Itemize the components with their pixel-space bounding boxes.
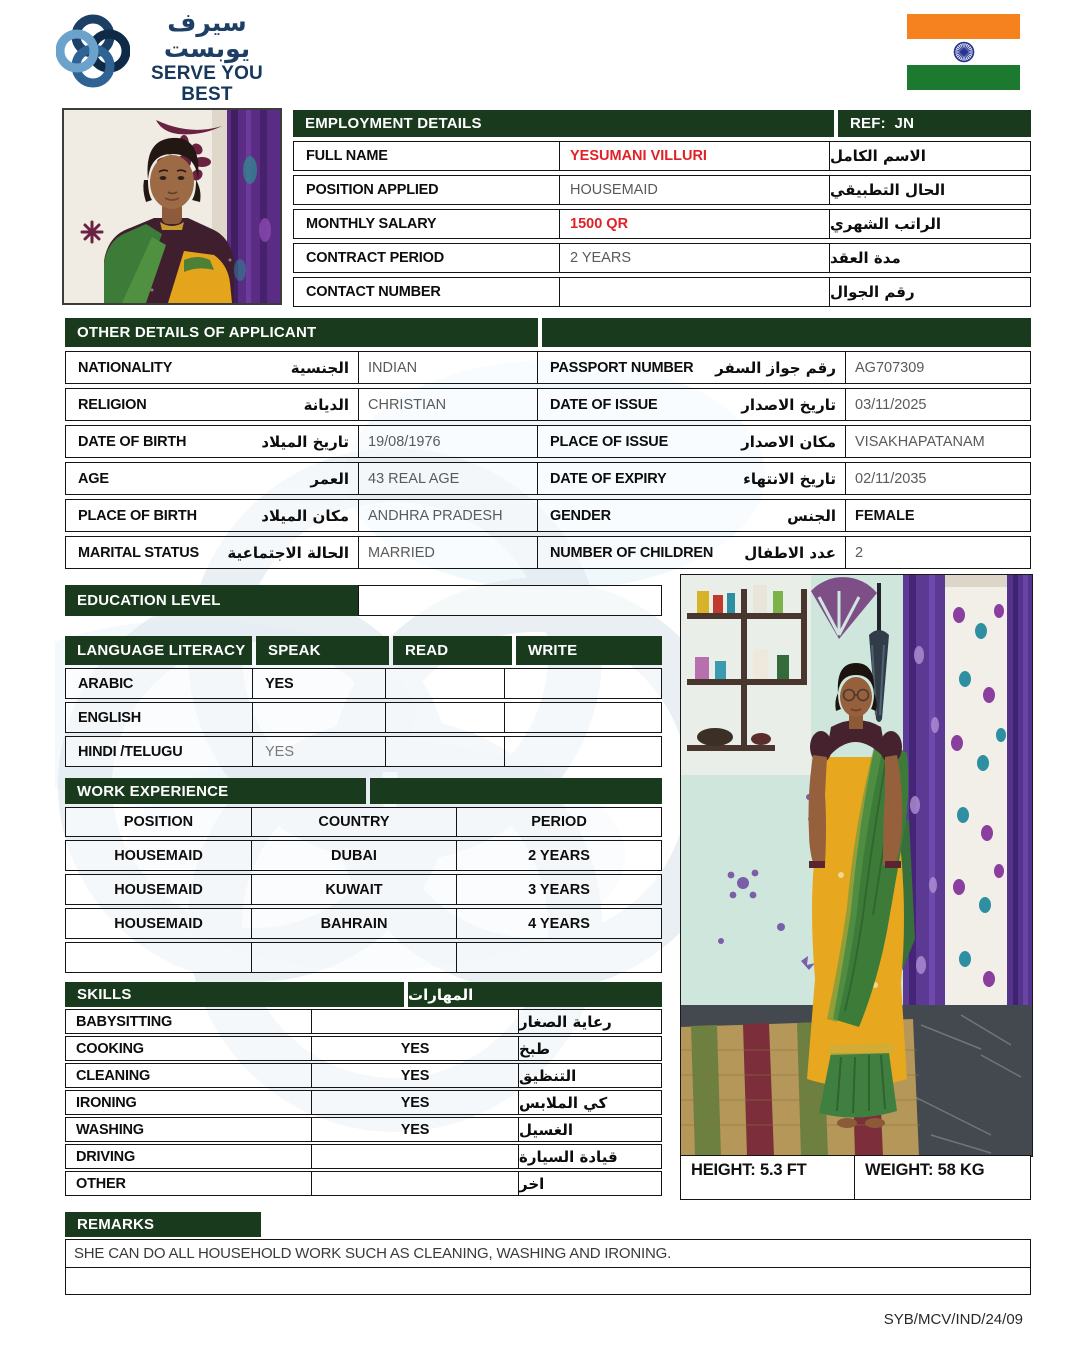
- education-level-value: [358, 585, 662, 616]
- table-row-experience-1: [65, 840, 662, 871]
- skill-value: [312, 1010, 519, 1033]
- table-row-english: [65, 702, 662, 733]
- period-value: 2 YEARS: [528, 847, 590, 864]
- field-value: HOUSEMAID: [560, 176, 830, 204]
- table-row-washing: [65, 1117, 662, 1142]
- field-value: 2 YEARS: [560, 244, 830, 272]
- skill-name-arabic: رعاية الصغار: [519, 1012, 612, 1031]
- skills-title: SKILLS: [65, 982, 404, 1007]
- employment-details-section: [293, 110, 1031, 307]
- field-label-arabic: رقم الجوال: [830, 283, 915, 301]
- position-value: HOUSEMAID: [66, 841, 252, 870]
- other-details-title-spacer: [542, 318, 1031, 347]
- language-name: ENGLISH: [66, 703, 253, 732]
- field-label: MONTHLY SALARY: [294, 210, 560, 238]
- table-row-contact-number: [293, 277, 1031, 307]
- education-level-section: [65, 585, 662, 616]
- column-header-country: COUNTRY: [252, 808, 457, 836]
- language-literacy-title: LANGUAGE LITERACY: [65, 636, 252, 665]
- field-label-arabic: العمر: [310, 469, 349, 488]
- table-row-monthly-salary: [293, 209, 1031, 239]
- field-label: NATIONALITY: [78, 359, 173, 376]
- table-row-religion-issue-date: [65, 388, 1031, 421]
- skill-name-arabic: اخر: [519, 1174, 545, 1193]
- table-row-marital-children: [65, 536, 1031, 569]
- field-label-arabic: الحالة الاجتماعية: [227, 543, 349, 562]
- skill-name-arabic: طبخ: [519, 1039, 551, 1058]
- ref-number: REF: JN: [838, 110, 1031, 137]
- other-details-section: [65, 318, 1031, 569]
- speak-value: [253, 703, 386, 732]
- table-row-experience-2: [65, 874, 662, 905]
- field-label-arabic: تاريخ الانتهاء: [743, 469, 836, 488]
- table-row-babysitting: [65, 1009, 662, 1034]
- table-row-age-expiry-date: [65, 462, 1031, 495]
- period-value: 3 YEARS: [528, 881, 590, 898]
- skill-name: IRONING: [66, 1091, 312, 1114]
- work-experience-section: [65, 778, 662, 973]
- country-value: KUWAIT: [252, 875, 457, 904]
- read-value: [386, 737, 505, 766]
- skill-name: OTHER: [66, 1172, 312, 1195]
- field-label-arabic: الجنسية: [290, 358, 349, 377]
- period-value: [457, 943, 661, 972]
- country-value: BAHRAIN: [252, 909, 457, 938]
- field-value: MARRIED: [359, 537, 538, 568]
- employment-section-title: EMPLOYMENT DETAILS: [293, 110, 834, 137]
- remarks-text: SHE CAN DO ALL HOUSEHOLD WORK SUCH AS CLEANING, WASHING AND IRONING.: [66, 1240, 1030, 1268]
- column-header-period: PERIOD: [531, 814, 587, 830]
- period-value: 4 YEARS: [528, 915, 590, 932]
- table-row-experience-3: [65, 908, 662, 939]
- field-label: DATE OF EXPIRY: [550, 470, 667, 487]
- remarks-empty-line: [66, 1268, 1030, 1294]
- read-value: [386, 669, 505, 698]
- skill-name: DRIVING: [66, 1145, 312, 1168]
- height-value: HEIGHT: 5.3 FT: [681, 1156, 855, 1199]
- column-header-speak: SPEAK: [256, 636, 389, 665]
- table-row-arabic: [65, 668, 662, 699]
- work-experience-title: WORK EXPERIENCE: [65, 778, 366, 804]
- field-label: DATE OF ISSUE: [550, 396, 658, 413]
- field-value: 1500 QR: [560, 210, 830, 238]
- work-column-headers: [65, 807, 662, 837]
- table-row-driving: [65, 1144, 662, 1169]
- skill-value: YES: [312, 1118, 519, 1141]
- field-value: [560, 278, 830, 306]
- skill-name-arabic: الغسيل: [519, 1120, 574, 1139]
- language-literacy-section: [65, 636, 662, 767]
- field-label: PLACE OF ISSUE: [550, 433, 669, 450]
- field-label-arabic: الحال التطبيقي: [830, 181, 946, 199]
- remarks-box: [65, 1239, 1031, 1295]
- skill-name: BABYSITTING: [66, 1010, 312, 1033]
- field-label-arabic: مكان الاصدار: [741, 432, 836, 451]
- brand-title: SERVE YOU BEST: [151, 62, 263, 106]
- work-experience-title-spacer: [370, 778, 662, 804]
- language-name: ARABIC: [66, 669, 253, 698]
- write-value: [505, 703, 661, 732]
- speak-value: YES: [253, 669, 386, 698]
- country-value: [252, 943, 457, 972]
- field-label: FULL NAME: [294, 142, 560, 170]
- logo-rings-icon: [56, 10, 130, 90]
- skill-name-arabic: قيادة السيارة: [519, 1147, 618, 1166]
- position-value: [66, 943, 252, 972]
- speak-value: YES: [253, 737, 386, 766]
- field-label: PASSPORT NUMBER: [550, 359, 694, 376]
- field-label: CONTACT NUMBER: [294, 278, 560, 306]
- language-name: HINDI /TELUGU: [66, 737, 253, 766]
- other-details-title: OTHER DETAILS OF APPLICANT: [65, 318, 538, 347]
- field-label-arabic: عدد الاطفال: [744, 543, 836, 562]
- field-value: 43 REAL AGE: [359, 463, 538, 494]
- india-flag-icon: [907, 14, 1020, 90]
- field-label-arabic: مدة العقد: [830, 249, 901, 267]
- table-row-birthdate-issue-place: [65, 425, 1031, 458]
- skills-section: [65, 982, 662, 1196]
- field-label: DATE OF BIRTH: [78, 433, 187, 450]
- column-header-position: POSITION: [66, 808, 252, 836]
- field-label: NUMBER OF CHILDREN: [550, 544, 714, 561]
- table-row-full-name: [293, 141, 1031, 171]
- field-label-arabic: مكان الميلاد: [261, 506, 349, 525]
- flag-white-band: [907, 39, 1020, 65]
- table-row-contract-period: [293, 243, 1031, 273]
- field-value: ANDHRA PRADESH: [359, 500, 538, 531]
- skill-name: CLEANING: [66, 1064, 312, 1087]
- column-header-write: WRITE: [516, 636, 662, 665]
- skill-name-arabic: كي الملابس: [519, 1093, 608, 1112]
- field-label: GENDER: [550, 507, 611, 524]
- skill-value: YES: [312, 1037, 519, 1060]
- table-row-cooking: [65, 1036, 662, 1061]
- field-value: INDIAN: [359, 352, 538, 383]
- skill-value: YES: [312, 1091, 519, 1114]
- skill-value: [312, 1145, 519, 1168]
- column-header-read: READ: [393, 636, 512, 665]
- weight-value: WEIGHT: 58 KG: [865, 1161, 985, 1179]
- skill-name: COOKING: [66, 1037, 312, 1060]
- field-value: YESUMANI VILLURI: [560, 142, 830, 170]
- skill-value: [312, 1172, 519, 1195]
- field-label: RELIGION: [78, 396, 147, 413]
- applicant-standing-photo: [680, 574, 1033, 1157]
- remarks-title: REMARKS: [65, 1212, 261, 1237]
- field-value: 2: [855, 544, 864, 561]
- field-label-arabic: الراتب الشهري: [830, 215, 941, 233]
- remarks-title-bar: [65, 1212, 261, 1237]
- field-label-arabic: رقم جواز السفر: [715, 358, 836, 377]
- table-row-other-skill: [65, 1171, 662, 1196]
- flag-green-band: [907, 65, 1020, 90]
- field-label-arabic: تاريخ الميلاد: [261, 432, 349, 451]
- field-label: POSITION APPLIED: [294, 176, 560, 204]
- field-value: 19/08/1976: [359, 426, 538, 457]
- field-value: VISAKHAPATANAM: [855, 433, 985, 450]
- skill-name-arabic: التنظيق: [519, 1066, 577, 1085]
- document-reference-code: SYB/MCV/IND/24/09: [883, 1311, 1023, 1328]
- table-row-position-applied: [293, 175, 1031, 205]
- field-value: CHRISTIAN: [359, 389, 538, 420]
- country-value: DUBAI: [252, 841, 457, 870]
- table-row-ironing: [65, 1090, 662, 1115]
- field-value: 02/11/2035: [855, 470, 927, 487]
- position-value: HOUSEMAID: [66, 909, 252, 938]
- table-row-experience-4: [65, 942, 662, 973]
- skills-title-arabic: المهارات: [408, 982, 662, 1007]
- flag-saffron-band: [907, 14, 1020, 39]
- table-row-birthplace-gender: [65, 499, 1031, 532]
- measurements-bar: [680, 1155, 1031, 1200]
- skill-name: WASHING: [66, 1118, 312, 1141]
- field-label: PLACE OF BIRTH: [78, 507, 197, 524]
- education-level-title: EDUCATION LEVEL: [65, 585, 358, 616]
- field-value: FEMALE: [855, 507, 915, 524]
- read-value: [386, 703, 505, 732]
- table-row-hindi-telugu: [65, 736, 662, 767]
- field-label-arabic: الجنس: [787, 506, 836, 525]
- position-value: HOUSEMAID: [66, 875, 252, 904]
- brand-title-arabic: سيرف يوبست: [163, 8, 251, 64]
- applicant-portrait-photo: [62, 108, 282, 305]
- write-value: [505, 737, 661, 766]
- ashoka-chakra-icon: [952, 40, 976, 64]
- write-value: [505, 669, 661, 698]
- field-label-arabic: الاسم الكامل: [830, 147, 926, 165]
- field-label: MARITAL STATUS: [78, 544, 199, 561]
- table-row-nationality-passport: [65, 351, 1031, 384]
- skill-value: YES: [312, 1064, 519, 1087]
- field-label: CONTRACT PERIOD: [294, 244, 560, 272]
- field-value: 03/11/2025: [855, 396, 927, 413]
- table-row-cleaning: [65, 1063, 662, 1088]
- field-label-arabic: تاريخ الاصدار: [741, 395, 836, 414]
- field-label-arabic: الديانة: [303, 395, 349, 414]
- field-value: AG707309: [855, 359, 925, 376]
- field-label: AGE: [78, 470, 109, 487]
